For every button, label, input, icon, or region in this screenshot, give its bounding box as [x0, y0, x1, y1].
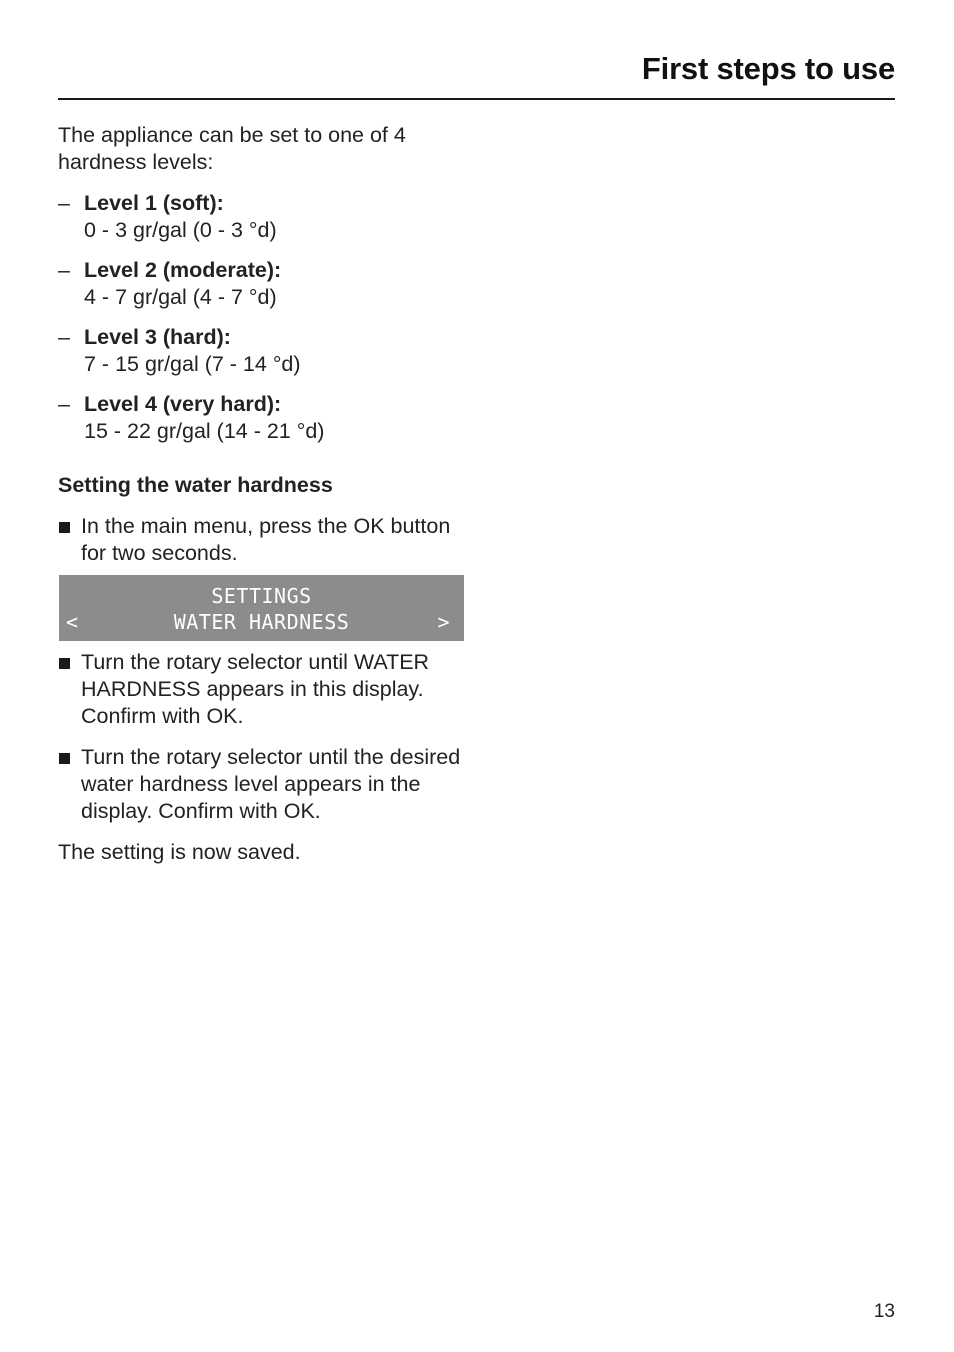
outro-paragraph: The setting is now saved. — [58, 840, 301, 864]
appliance-display — [59, 575, 464, 641]
square-bullet-icon — [58, 744, 81, 825]
dash-bullet: – — [58, 258, 70, 282]
page-title: First steps to use — [641, 51, 895, 86]
square-bullet-icon — [58, 649, 81, 730]
square-bullet-icon — [58, 513, 81, 567]
step-text: In the main menu, press the OK button for two seconds. — [81, 514, 451, 565]
step-item-2 — [58, 649, 468, 730]
level-range: 0 - 3 gr/gal (0 - 3 °d) — [84, 218, 277, 242]
level-label: Level 1 (soft): — [84, 191, 224, 215]
list-item-level-3 — [58, 324, 468, 378]
step-text: Turn the rotary selector until the desired water hardness level appears in the display. Confirm with OK. — [81, 745, 461, 823]
list-item-level-1 — [58, 190, 468, 244]
dash-bullet: – — [58, 191, 70, 215]
level-label: Level 4 (very hard): — [84, 392, 282, 416]
step-item-3 — [58, 744, 468, 825]
display-line-settings: SETTINGS — [211, 584, 312, 608]
dash-bullet: – — [58, 325, 70, 349]
level-label: Level 2 (moderate): — [84, 258, 282, 282]
dash-bullet: – — [58, 392, 70, 416]
header-divider — [58, 98, 895, 100]
level-range: 4 - 7 gr/gal (4 - 7 °d) — [84, 285, 277, 309]
right-arrow-icon: > — [437, 610, 450, 634]
level-range: 15 - 22 gr/gal (14 - 21 °d) — [84, 419, 325, 443]
list-item-level-2 — [58, 257, 468, 311]
step-text: Turn the rotary selector until WATER HARDNESS appears in this display. Confirm with OK. — [81, 650, 430, 728]
level-range: 7 - 15 gr/gal (7 - 14 °d) — [84, 352, 301, 376]
section-heading: Setting the water hardness — [58, 473, 333, 497]
list-item-level-4 — [58, 391, 468, 445]
level-label: Level 3 (hard): — [84, 325, 231, 349]
intro-paragraph: The appliance can be set to one of 4 hardness levels: — [58, 123, 406, 174]
step-item-1 — [58, 513, 468, 567]
content-column — [58, 122, 468, 866]
left-arrow-icon: < — [66, 610, 79, 634]
display-line-water-hardness: WATER HARDNESS — [173, 610, 350, 634]
page-number: 13 — [873, 1301, 895, 1322]
